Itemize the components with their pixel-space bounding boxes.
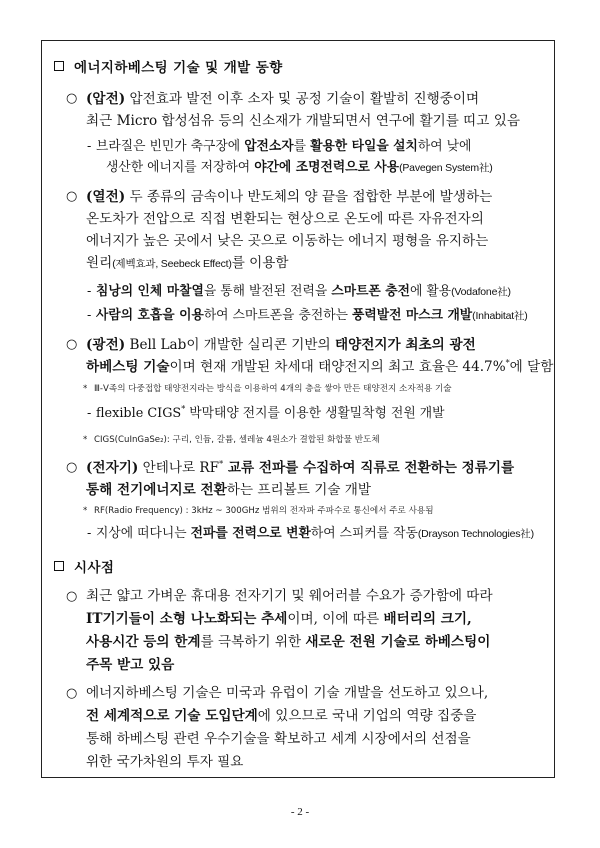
company-name: (Vodafone社) (451, 286, 511, 298)
circle-bullet-icon: ○ (66, 589, 78, 604)
emphasis: 배터리의 크기, (383, 611, 472, 627)
text: 최근 얇고 가벼운 휴대용 전자기기 및 웨어러블 수요가 증가함에 따라 (86, 588, 493, 604)
text: 이며, 이에 따른 (287, 611, 384, 627)
text: 위한 국가차원의 투자 필요 (86, 754, 244, 770)
section-heading (54, 56, 283, 76)
text: 하여 스마트폰을 충전하는 (203, 308, 352, 323)
paragraph-thermal (66, 186, 493, 275)
circle-bullet-icon: ○ (66, 337, 78, 352)
topic-label: (열전) (86, 189, 126, 205)
dash-marker: - (87, 308, 92, 323)
company-name: (Inhabitat社) (472, 310, 528, 322)
paragraph-rf (66, 457, 515, 501)
emphasis: 사람의 호흡을 이용 (96, 308, 204, 323)
text: 에 활용 (409, 284, 452, 299)
paragraph-implication-2 (66, 682, 489, 774)
text: 안테나로 RF (138, 460, 220, 476)
emphasis: 새로운 전원 기술로 하베스팅이 (305, 634, 491, 650)
circle-bullet-icon: ○ (66, 460, 78, 475)
text: 에너지가 높은 곳에서 낮은 곳으로 이동하는 에너지 평형을 유지하는 (86, 233, 489, 249)
paragraph-solar (66, 334, 554, 378)
emphasis: IT기기들이 소형 나노화되는 추세 (86, 611, 288, 627)
dash-marker: - (87, 284, 92, 299)
text: 두 종류의 금속이나 반도체의 양 끝을 접합한 부분에 발생하는 (125, 189, 493, 205)
topic-label: (압전) (86, 91, 126, 107)
emphasis: 침낭의 인체 마찰열 (96, 284, 204, 299)
checkbox-square-icon (54, 61, 64, 71)
efficiency-value: 44.7% (462, 359, 506, 375)
emphasis: 교류 전파를 수집하여 직류로 전환하는 정류기를 (223, 460, 515, 476)
text: 브라질은 빈민가 축구장에 (96, 139, 245, 154)
text: 원리 (86, 255, 113, 271)
asterisk-marker: * (83, 506, 88, 516)
footnote-text: Ⅲ-Ⅴ족의 다중접합 태양전지라는 방식을 이용하여 4개의 층을 쌓아 만든 태양전지 소자적용 기술 (94, 384, 452, 394)
text: Bell Lab이 개발한 실리콘 기반의 (125, 337, 335, 353)
text: 에 있으므로 국내 기업의 역량 집중을 (257, 708, 477, 724)
paragraph-implication-1 (66, 585, 493, 677)
subitem-wind-mask (87, 305, 528, 327)
emphasis: 전 세계적으로 기술 도입단계 (86, 708, 258, 724)
footnote-rf (83, 504, 434, 518)
subitem-brazil (87, 136, 493, 179)
paragraph-piezo (66, 88, 521, 132)
asterisk-marker: * (83, 384, 88, 394)
text: 이며 현재 개발된 차세대 태양전지의 최고 효율은 (169, 359, 463, 375)
text: 압전효과 발전 이후 소자 및 공정 기술이 활발히 진행중이며 (125, 91, 480, 107)
section-title: 시사점 (74, 560, 115, 576)
text: 하여 낮에 (417, 139, 472, 154)
emphasis: 사용시간 등의 한계 (86, 634, 201, 650)
subitem-sleeping-bag (87, 281, 511, 303)
company-name: (Drayson Technologies社) (417, 528, 534, 540)
text: 하는 프리볼트 기술 개발 (226, 482, 372, 498)
dash-marker: - (87, 139, 92, 154)
dash-marker: - (87, 526, 92, 541)
checkbox-square-icon (54, 561, 64, 571)
circle-bullet-icon: ○ (66, 189, 78, 204)
emphasis: 전파를 전력으로 변환 (190, 526, 311, 541)
text: 생산한 에너지를 저장하여 (106, 160, 255, 175)
emphasis: 활용한 타일을 설치 (310, 139, 418, 154)
emphasis: 압전소자 (244, 139, 294, 154)
emphasis: 태양전지가 최초의 광전 (334, 337, 476, 353)
footnote-multijunction (83, 382, 452, 396)
company-name: (Pavegen System社) (399, 162, 493, 174)
effect-name: (제벡효과, Seebeck Effect) (112, 258, 232, 270)
footnote-marker: * (181, 404, 186, 414)
text: 통해 하베스팅 관련 우수기술을 확보하고 세계 시장에서의 선점을 (86, 731, 471, 747)
topic-label: (광전) (86, 337, 126, 353)
footnote-marker: * (505, 358, 510, 368)
emphasis: 주목 받고 있음 (86, 657, 175, 673)
text: 박막태양 전지를 이용한 생활밀착형 전원 개발 (185, 406, 445, 421)
text: 에 달함 (509, 359, 554, 375)
footnote-text: CIGS(CuInGaSe₂): 구리, 인듐, 갈륨, 셀레늄 4원소가 결합된 화합물 반도체 (94, 435, 380, 445)
asterisk-marker: * (83, 435, 88, 445)
text: 온도차가 전압으로 직접 변환되는 현상으로 온도에 따른 자유전자의 (86, 211, 484, 227)
text: 를 이용함 (231, 255, 289, 271)
text: 하여 스피커를 작동 (310, 526, 418, 541)
dash-marker: - (87, 406, 92, 421)
text: 를 극복하기 위한 (200, 634, 306, 650)
section-heading (54, 556, 114, 576)
text: flexible CIGS (96, 406, 182, 421)
text: 에너지하베스팅 기술은 미국과 유럽이 기술 개발을 선도하고 있으나, (86, 685, 489, 701)
text: 지상에 떠다니는 (96, 526, 191, 541)
circle-bullet-icon: ○ (66, 91, 78, 106)
emphasis: 하베스팅 기술 (86, 359, 170, 375)
emphasis: 통해 전기에너지로 전환 (86, 482, 227, 498)
footnote-marker: * (219, 459, 224, 469)
topic-label: (전자기) (86, 460, 139, 476)
section-title: 에너지하베스팅 기술 및 개발 동향 (74, 60, 283, 76)
circle-bullet-icon: ○ (66, 686, 78, 701)
page-number: - 2 - (290, 806, 310, 818)
subitem-cigs (87, 403, 445, 424)
emphasis: 풍력발전 마스크 개발 (352, 308, 473, 323)
text: 을 통해 발전된 전력을 (203, 284, 332, 299)
subitem-drayson (87, 523, 534, 545)
footnote-cigs (83, 433, 380, 447)
emphasis: 야간에 조명전력으로 사용 (254, 160, 400, 175)
emphasis: 스마트폰 충전 (331, 284, 410, 299)
text: 최근 Micro 합성섬유 등의 신소재가 개발되면서 연구에 활기를 띠고 있음 (86, 113, 521, 129)
text: 를 (293, 139, 311, 154)
footnote-text: RF(Radio Frequency) : 3kHz ~ 300GHz 범위의 전자파 주파수로 통신에서 주로 사용됨 (94, 506, 434, 516)
